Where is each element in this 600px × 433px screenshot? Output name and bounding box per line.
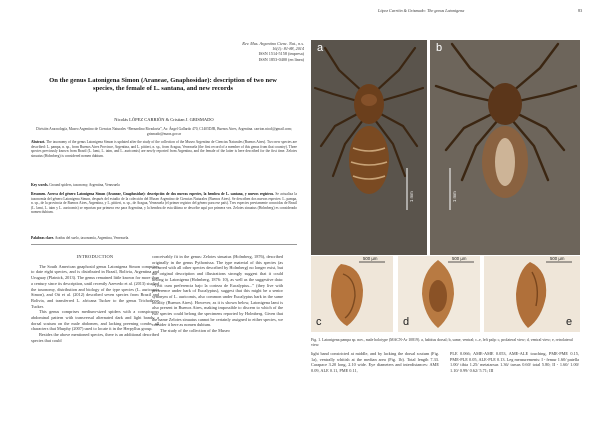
body-column-4 [450,351,579,374]
article-title: On the genus Latonigena Simon (Araneae, Gnaphosidae): description of two new species, the female of L. santana, and new records [49,77,277,92]
abstract-text: The taxonomy of the genus Latonigena Simon is updated after the study of the collection of the Museo Argentino de Ciencias Naturales (Buenos Aires). Two new species are described: L. pampa, n. sp., from Buenos Aires Province, Argentina, and L. pittieri, n. sp., from Aragua, Venezuela (the first record of a member of this genus from that country). Three species previously known from Brazil (L. lami, L. taim, and L. auricomis) are newly reported from Argentina, and the female of the latter is here described for the first time. Zelotes sinuatus (Holmberg) is considered nomen dubium. [31,140,297,158]
journal-name: Rev. Mus. Argentino Cienc. Nat., n.s. [242,41,304,46]
section-divider [31,244,297,245]
panel-a-scale: 1 mm [409,191,414,202]
journal-citation [214,41,304,62]
page-number: 83 [578,8,583,13]
body-column-1 [31,254,159,344]
figure-panel-d [398,256,480,332]
panel-e-scale: 500 µm [550,256,565,261]
panel-a-label: a [317,42,324,54]
panel-c-scale: 500 µm [363,256,378,261]
figure-panel-c [311,256,393,332]
panel-b-scale: 1 mm [452,191,457,202]
issn-print: ISSN 1514-5158 (impresa) [258,51,304,57]
figure-panel-a [311,40,427,255]
resumen-text: Se actualiza la taxonomía del género Latonigena Simon, después del estudio de la colección del Museo Argentino de Ciencias Naturales (Buenos Aires). Se describen dos nuevas especies: L. pampa, n. sp., de la provincia de Buenos Aires, Argentina, y L. pittieri, n. sp., de Aragua, Venezuela (el primer registro del género para ese país). Tres especies previamente conocidas de Brasil (L. lami, L. taim y L. auricomis) se reportan por primera vez para Argentina, y la hembra de esta última se describe aquí por primera vez. Zelotes sinuatus (Holmberg) es considerado nomen dubium. [31,192,297,215]
palabras-clave [31,236,297,241]
abstract-label: Abstract. [31,140,46,144]
spider-dorsal-illustration [311,40,427,255]
article-affiliation: División Aracnología, Museo Argentino de Ciencias Naturales “Bernardino Rivadavia”, Av. Ángel Gallardo 470, C1405DJR, Buenos Aires, Argentina. carrion.nicol@gmail.com; grismado@macn.gov.ar [36,127,292,136]
introduction-heading: INTRODUCTION [76,254,114,259]
intro-paragraph-2: This genus comprises medium-sized spiders with a conspicuous abdominal pattern with transversal alternated dark and light bands; a dorsal scutum on the male abdomen, and lacking preening combs, all characters that Murphy (2007) used to locate it in the Herpyllus group. [31,309,159,332]
resumen [31,192,297,215]
journal-volume: 16(1): 81-88, 2014 [272,46,304,52]
intro-paragraph-1: The South American gnaphosid genus Latonigena Simon comprises to date eight species, and is distributed in Brazil, Bolivia, Argentina and Uruguay (Platnick, 2013). The genus remained little known for more than a century since its description, until recently Azevedo et al. (2013) studied the taxonomy, distribution and biology of the type species (L. auricomis Simon), and Ott et al. (2012) described seven species from Brazil and Bolivia, and transferred L. africana Tucker to the genus Trichothyse Tucker. [31,263,159,309]
figure-panel-e [484,256,580,332]
resumen-label: Resumen. Acerca del género Latonigena Simon (Araneae, Gnaphosidae): descripción de dos nuevas especies, la hembra de L. santana, y nuevos registros. [31,192,275,196]
description-paragraph-2: PLE 0.066; AME-AME 0.053, AME-ALE touching, PME-PME 0.15, PME-PLE 0.05, ALE-PLE 0.13. Leg measurements: I - femur 1.60/ patella 1.00/ tibia 1.25/ metatarsus 1.36/ tarsus 0.60/ total 5.80; II - 1.60/ 1.00/ 1.10/ 0.99/ 0.62/ 5.71; III [450,351,579,374]
intro-paragraph-3: Besides the above mentioned species, there is an additional described species that could [31,332,159,343]
palp-ventral-illustration [398,256,480,332]
article-authors: Nicolás LÓPEZ CARRIÓN & Cristian J. GRISMADO [114,117,214,122]
panel-b-label: b [436,42,443,54]
intro-paragraph-5: The study of the collection of the Museo [160,328,230,334]
palabras-text: Arañas del suelo, taxonomía, Argentina, Venezuela. [54,236,130,240]
issn-online: ISSN 1853-0400 (en línea) [258,56,304,62]
palp-prolateral-illustration [311,256,393,332]
figure-panel-b [430,40,580,255]
description-paragraph-1: light band constricted at middle, and by lacking the dorsal scutum (Fig. 1a), ventrally whitish at the median area (Fig. 1b). Total length 7.33. Carapace 3.20 long, 2.10 wide. Eye diameters and interdistances: AME 0.09, ALE 0.11, PME 0.11, [311,351,439,374]
figure-caption: Fig. 1. Latonigena pampa sp. nov., male holotype (MACN-Ar 10819). a, habitus dorsal; b, same, ventral; c–e, left palp: c, prolateral view; d, ventral view; e, retrolateral view. [311,338,573,347]
body-column-3 [311,351,439,374]
keywords [31,183,297,188]
left-page [14,0,304,433]
panel-c-label: c [316,316,322,328]
running-head: López Carrión & Grismado: The genus Latonigena [378,8,465,13]
panel-d-label: d [403,316,410,328]
spider-ventral-illustration [430,40,580,255]
abstract [31,140,297,158]
body-column-2 [152,254,283,334]
panel-e-label: e [566,316,573,328]
keywords-label: Key words. [31,183,49,187]
panel-d-scale: 500 µm [452,256,467,261]
intro-paragraph-4: conceivably fit in the genus: Zelotes sinuatus (Holmberg, 1876), described originally in the genus Pythonissa. The type material of this species (as occurred with all other species described by Holmberg) no longer exist, but the original description and illustrations strongly suggest that it could belong to Latonigena (Holmberg, 1876: 10), as well as the suggestive data: “Vivit cum preferencia bajo la corteza de Eucalyptus...” (they live with preference under bark of Eucalyptus), suggest that this might be a senior synonym of L. auricomis, also common under Eucalyptus bark in the same locality (Buenos Aires). However, as it is shown below, Latonigena lami is also present in Buenos Aires, making impossible to discern to which of the two species could belong the specimens reported by Holmberg. Given that the name Zelotes sinuatus cannot be certainly assigned to either species, we consider it here as nomen dubium. [152,254,283,328]
keywords-text: Ground spiders, taxonomy, Argentina, Venezuela [49,183,120,187]
palabras-label: Palabras clave. [31,236,55,240]
